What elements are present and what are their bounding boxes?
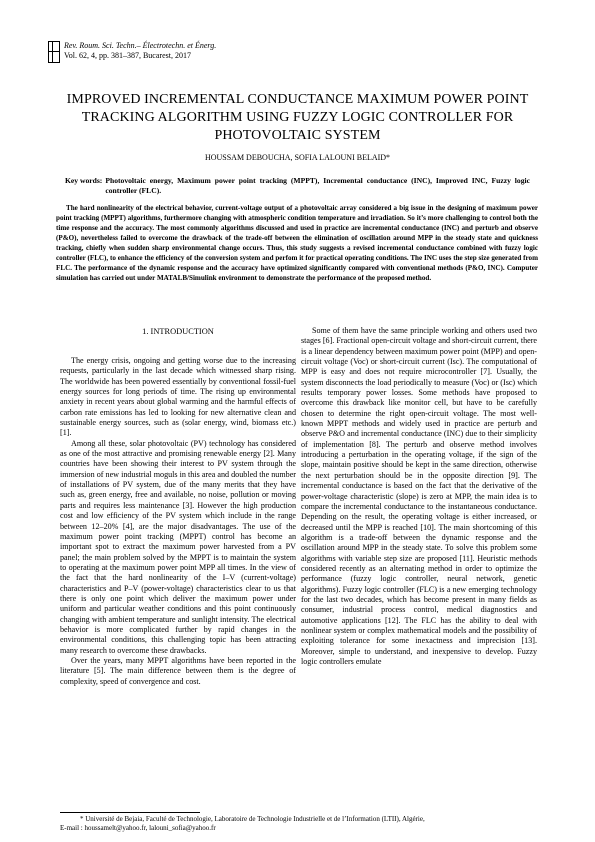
column-right xyxy=(301,326,537,667)
column-left xyxy=(60,356,296,687)
paragraph: Some of them have the same principle working and others used two stages [6]. Fractional open-circuit voltage and short-circuit current, there is a linear dependency between maximum power point (MPP) and open-circuit voltage (Voc) or short-circuit current (Isc). The computational of MPP is easy and does not require microcontroller [7]. Usually, the system disconnects the load periodically to measure (Voc) or (Isc) which results temporary power losses. Some methods have proposed to overcome this drawback like monitor cell, but have to be carefully chosen to determine the right open-circuit voltage. The most well-known MPPT methods and widely used in practice are perturb and observe P&O and incremental conductance (INC) due to their simplicity of implementation [8]. The perturb and observe method involves introducing a perturbation in the operating voltage, if the sign of the slope, maintain positive should be kept in the same direction, otherwise the next perturbation should be in the opposite direction [9]. The incremental conductance is based on the fact that the derivative of the power-voltage characteristic (slope) is zero at MPP, the main idea is to compare the incremental conductance to the instantaneous conductance. Depending on the result, the operating voltage is either increased, or decreased until the MPP is reached [10]. The main shortcoming of this algorithm is a trade-off between the dynamic response and the oscillation around MPP in the steady state. To solve this problem some algorithms with variable step size are proposed [11]. Heuristic methods considered recently as an alternating method in order to optimize the performance (fuzzy logic controller, neural network, genetic algorithms). Fuzzy logic controller (FLC) is a new emerging technology for the last two decades, which has become present in many fields as consumer, industrial process control, medical diagnostics and automotive applications [12]. The FLC has the ability to deal with nonlinear system or complex mathematical models and the possibility of exploiting tolerance for some inexactness and imprecision [13]. Moreover, simple to understand, and inexpensive to develop. Fuzzy logic controllers emulate xyxy=(301,326,537,666)
paper-title: IMPROVED INCREMENTAL CONDUCTANCE MAXIMUM POWER POINT TRACKING ALGORITHM USING FUZZY LOGIC CONTROLLER FOR PHOTOVOLTAIC SYSTEM xyxy=(66,92,529,143)
paper-authors: HOUSSAM DEBOUCHA, SOFIA LALOUNI BELAID* xyxy=(204,153,391,162)
keywords xyxy=(65,176,530,196)
journal-volume: Vol. 62, 4, pp. 381–387, Bucarest, 2017 xyxy=(64,51,191,60)
abstract-text: The hard nonlinearity of the electrical behavior, current-voltage output of a photovoltaic array considered a big issue in the designing of maximum power point tracking (MPPT) algorithms, furthermore changing with atmospheric condition temperature and irradiation. So it’s more challenging to control both the time response and the accuracy. The most commonly algorithms discussed and used in practice are incremental conductance (INC) and perturb and observe (P&O), nevertheless failed to overcome the drawback of the trade-off between the elimination of oscillation around MPP in the steady state and quickness tracking, chiefly when sudden sharp environmental change occurs. Thus, this study suggests a revised incremental conductance combined with fuzzy logic controller (FLC), to enhance the efficiency of the conversion system and perfom it for practical operating conditions. The INC uses the step size generated from FLC. The performance of the dynamic response and the accuracy have optimized significantly compared with conventional methods (P&O, INC). Computer simulation has carried out under MATALB/Simulink environment to demonstrate the performance of the proposed method. xyxy=(56,204,538,282)
keywords-text: Photovoltaic energy, Maximum power point tracking (MPPT), Incremental conductance (INC), Improved INC, Fuzzy logic controller (FLC). xyxy=(105,176,530,195)
journal-logo-icon xyxy=(48,41,60,63)
keywords-label: Key words: xyxy=(65,176,103,185)
abstract xyxy=(56,203,538,283)
paragraph: Over the years, many MPPT algorithms have been reported in the literature [5]. The main difference between them is the degree of complexity, speed of convergence and cost. xyxy=(60,655,296,686)
journal-header xyxy=(48,41,216,63)
section-heading-introduction: 1. INTRODUCTION xyxy=(142,327,214,336)
footnote xyxy=(60,815,538,833)
footnote-affiliation: * Université de Bejaia, Faculté de Technologie, Laboratoire de Technologie Industrielle et de l’Information (LTII), Algérie, xyxy=(80,815,425,823)
paragraph: Among all these, solar photovoltaic (PV) technology has considered as one of the most attractive and promising renewable energy [2]. Many countries have been showing their interest to PV system through the immersion of new industrial moguls in this area and doubled the number of installations of PV system, due of the many merits that they have such as, green energy, free and available, no noise, pollution or moving parts and requires less maintenance [3]. However the high production cost and low efficiency of the PV system which include in the range between 12–20% [4], are the major disadvantages. The use of the maximum power point tracking (MPPT) control has become an important spot to extract the maximum power harvested from a PV panel; the main problem solved by the MPPT is to maintain the system to operating at the maximum power point MPP all times. In the view of the fact that the hard nonlinearity of the I–V (current-voltage) characteristics and P–V (power-voltage) characteristics clear to us that there is only one point which deliver the maximum power under uniform and particular weather conditions and this point continuously changing with ambient temperature and sunlight intensity. The electrical behavior is more complicated further by rapid changes in the environmental conditions, this challenging topic has been attracting many research to overcome these drawbacks. xyxy=(60,438,296,655)
footnote-divider xyxy=(60,812,200,813)
journal-name: Rev. Roum. Sci. Techn.– Électrotechn. et Énerg. xyxy=(64,41,217,50)
footnote-email: E-mail : houssamelt@yahoo.fr, lalouni_sofia@yahoo.fr xyxy=(60,824,216,832)
paragraph: The energy crisis, ongoing and getting worse due to the increasing requests, particularly in the last decade which witnessed sharp rising. The worldwide has been powered essentially by conventional fossil-fuel energy sources for long periods of time. The rising up environmental anxiety in recent years about global warming and the harmful effects of carbon rate emissions has led to looking for new alternative clean and sustainable energy sources, such as (solar energy, wind, biomass etc.) [1]. xyxy=(60,356,296,438)
